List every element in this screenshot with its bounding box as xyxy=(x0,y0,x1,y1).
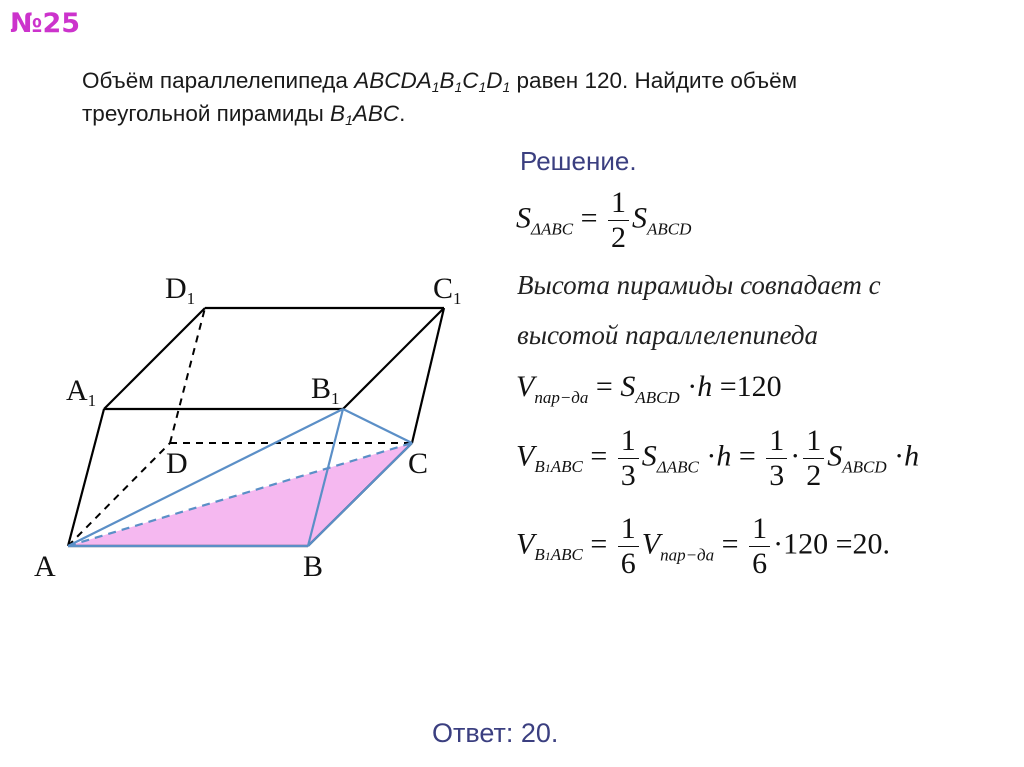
edge-b1c1 xyxy=(343,308,444,409)
problem-text-line2: треугольной пирамиды xyxy=(82,101,331,126)
edge-aa1 xyxy=(68,409,104,546)
slide-number: №25 xyxy=(10,8,81,39)
pyramid-name: $B_1ABC$ xyxy=(330,101,400,129)
formula-volume-pyramid-result: $V_{B1ABC}$ = $\frac{1}{6}$ $V_{пар-да}$ = $\frac{1}{6}$ ·120 =20. xyxy=(516,512,890,580)
problem-line-2: треугольной пирамиды $B_1ABC$. xyxy=(82,101,406,129)
parallelepiped-figure xyxy=(0,0,520,600)
pyramid-edge-b1c xyxy=(343,409,412,443)
label-a1: $A_1$ xyxy=(66,374,97,410)
problem-text-suffix: равен 120. Найдите объём xyxy=(510,68,798,93)
label-b1: $B_1$ xyxy=(311,372,340,408)
problem-text-prefix: Объём параллелепипеда xyxy=(82,68,355,93)
answer-text: Ответ: 20. xyxy=(432,718,559,748)
edge-dd1-hidden xyxy=(170,308,205,443)
label-a: A xyxy=(34,550,56,583)
fraction-one-half: $\frac{1}{2}$ xyxy=(608,186,629,255)
solution-text-line-2: высотой параллелепипеда xyxy=(517,320,818,350)
label-d: D xyxy=(166,447,188,480)
parallelepiped-name: $ABCDA_1B_1C_1D_1$ xyxy=(354,68,511,96)
label-b: B xyxy=(303,550,324,583)
label-c: C xyxy=(408,447,429,480)
edge-d1a1 xyxy=(104,308,205,409)
label-c1: $C_1$ xyxy=(433,272,462,308)
formula-volume-parallelepiped: $V_{пар-да} = S_{ABCD} \cdot h =120$ xyxy=(516,370,782,407)
solution-text-line-1: Высота пирамиды совпадает с xyxy=(517,270,881,300)
formula-area-triangle: $S_{\Delta ABC}$ = $\frac{1}{2}$ $S_{ABCD}$ xyxy=(516,186,692,254)
label-d1: $D_1$ xyxy=(165,272,196,308)
formula-volume-pyramid-general: $V_{B1ABC}$ = $\frac{1}{3}$ $S_{\Delta ABC} \cdot h$ = $\frac{1}{3}$ · $\frac{1}{2}$ $S_{ABCD} \cdot h$ xyxy=(516,424,920,492)
edge-cc1 xyxy=(412,308,444,443)
solution-title: Решение. xyxy=(520,146,637,176)
